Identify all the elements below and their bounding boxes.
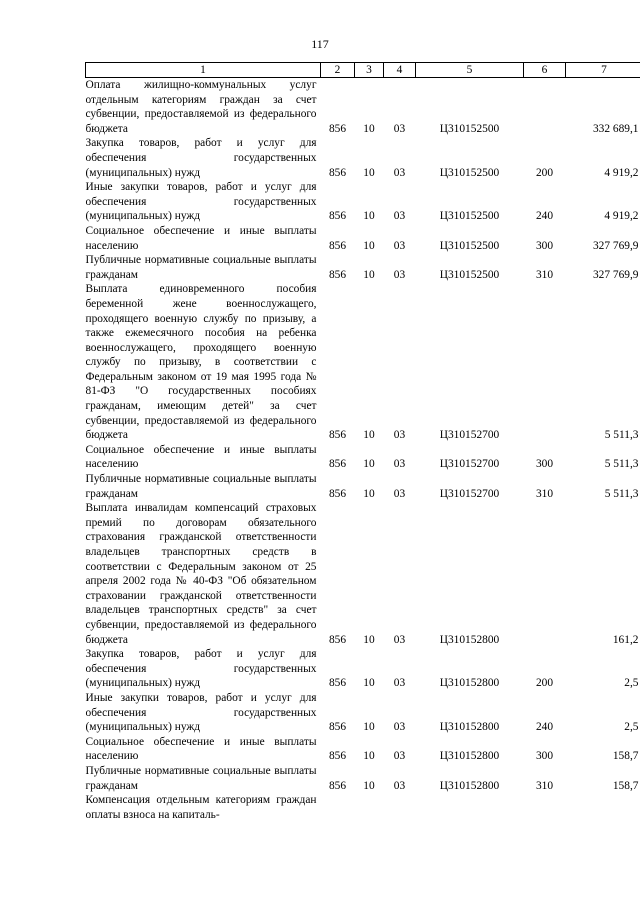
row-cell-c2: 856: [328, 166, 347, 179]
column-header: 7: [566, 63, 640, 78]
row-cell-c5: Ц310152700: [439, 429, 500, 442]
column-header: 4: [384, 63, 416, 78]
row-cell-c6: 200: [535, 677, 554, 690]
table-row: [86, 282, 640, 443]
row-cell-c3: 10: [363, 210, 375, 223]
row-cell-c5: Ц310152500: [439, 268, 500, 281]
row-cell-c6: 200: [535, 166, 554, 179]
row-cell-c2: 856: [328, 210, 347, 223]
row-cell-c4: 03: [393, 750, 406, 763]
row-cell-c6: [524, 501, 566, 647]
table-row: [86, 180, 640, 224]
table-body: [86, 78, 640, 823]
budget-table: [85, 62, 640, 822]
row-cell-c4: 03: [393, 677, 406, 690]
row-cell-c4: 03: [393, 721, 406, 734]
row-cell-c2: 856: [328, 721, 347, 734]
row-description: Компенсация отдельным категориям граждан оплаты взноса на капиталь-: [85, 794, 317, 821]
row-cell-c6: [524, 78, 566, 137]
table-row: [86, 78, 640, 137]
row-cell-c2: 856: [328, 429, 347, 442]
row-cell-c7: 4 919,2: [604, 210, 639, 223]
table-row: [86, 472, 640, 501]
column-header: 5: [416, 63, 524, 78]
row-cell-c5: Ц310152800: [439, 750, 500, 763]
row-cell-c5: Ц310152800: [439, 721, 500, 734]
row-cell-c3: 10: [363, 633, 375, 646]
row-cell-c4: 03: [393, 633, 406, 646]
row-cell-c3: 10: [363, 677, 375, 690]
table-row: [86, 443, 640, 472]
row-cell-c3: 10: [363, 268, 375, 281]
row-cell-c2: 856: [328, 779, 347, 792]
table-row: [86, 691, 640, 735]
row-cell-c3: 10: [363, 122, 375, 135]
row-cell-c2: 856: [328, 458, 347, 471]
row-cell-c2: 856: [328, 750, 347, 763]
row-cell-c4: 03: [393, 429, 406, 442]
row-cell-c3: 10: [363, 239, 375, 252]
row-cell-c6: 240: [535, 721, 554, 734]
row-cell-c5: Ц310152700: [439, 487, 500, 500]
row-description: Иные закупки товаров, работ и услуг для обеспечения государственных (муниципальных) нужд: [85, 181, 317, 223]
row-cell-c2: 856: [328, 487, 347, 500]
row-description: Закупка товаров, работ и услуг для обеспечения государственных (муниципальных) нужд: [85, 648, 317, 690]
row-cell-c5: Ц310152500: [439, 122, 500, 135]
column-header: 6: [524, 63, 566, 78]
row-cell-c4: 03: [393, 268, 406, 281]
row-cell-c4: 03: [393, 239, 406, 252]
row-cell-c2: 856: [328, 677, 347, 690]
row-description: Публичные нормативные социальные выплаты гражданам: [85, 764, 317, 792]
row-cell-c4: 03: [393, 210, 406, 223]
table-row: [86, 136, 640, 180]
row-cell-c6: 300: [535, 750, 554, 763]
row-description: Закупка товаров, работ и услуг для обеспечения государственных (муниципальных) нужд: [85, 137, 317, 179]
page-number: 117: [311, 37, 329, 51]
row-cell-c2: 856: [328, 122, 347, 135]
row-cell-c5: Ц310152500: [439, 210, 500, 223]
row-cell-c7: [566, 793, 640, 822]
row-cell-c3: [355, 793, 384, 822]
row-cell-c5: Ц310152800: [439, 677, 500, 690]
row-cell-c5: Ц310152800: [439, 633, 500, 646]
row-cell-c7: 2,5: [624, 721, 639, 734]
row-cell-c7: 158,7: [612, 779, 639, 792]
row-cell-c3: 10: [363, 429, 375, 442]
row-cell-c3: 10: [363, 779, 375, 792]
row-description: Социальное обеспечение и иные выплаты населению: [85, 443, 317, 471]
row-cell-c7: 5 511,3: [604, 458, 639, 471]
row-cell-c3: 10: [363, 487, 375, 500]
row-cell-c4: 03: [393, 166, 406, 179]
row-cell-c2: 856: [328, 268, 347, 281]
row-cell-c3: 10: [363, 458, 375, 471]
table-row: [86, 501, 640, 647]
row-description: Социальное обеспечение и иные выплаты населению: [85, 735, 317, 763]
row-cell-c5: Ц310152500: [439, 166, 500, 179]
row-cell-c6: [524, 793, 566, 822]
row-cell-c6: 310: [535, 487, 554, 500]
row-description: Оплата жилищно-коммунальных услуг отдельным категориям граждан за счет субвенции, предоставляемой из федерального бюджета: [85, 79, 317, 135]
row-cell-c7: 332 689,1: [592, 122, 639, 135]
column-header: 1: [86, 63, 321, 78]
row-cell-c6: 310: [535, 268, 554, 281]
table-row: [86, 764, 640, 793]
row-cell-c7: 5 511,3: [604, 429, 639, 442]
row-cell-c6: 300: [535, 458, 554, 471]
row-cell-c3: 10: [363, 750, 375, 763]
row-cell-c6: 240: [535, 210, 554, 223]
column-header: 2: [321, 63, 355, 78]
row-cell-c2: [321, 793, 355, 822]
table-row: [86, 224, 640, 253]
row-cell-c3: 10: [363, 721, 375, 734]
column-header: 3: [355, 63, 384, 78]
row-cell-c5: Ц310152700: [439, 458, 500, 471]
row-cell-c4: 03: [393, 458, 406, 471]
row-description: Выплата единовременного пособия беременной жене военнослужащего, проходящего военную службу по призыву, а также ежемесячного пособия на ребенка военнослужащего, проходящего военную службу по призыву, в соответствии с Федеральным законом от 19 мая 1995 года № 81-ФЗ "О государственных пособиях гражданам, имеющим детей" за счет субвенции, предоставляемой из федерального бюджета: [85, 283, 317, 442]
row-cell-c6: 310: [535, 779, 554, 792]
row-description: Социальное обеспечение и иные выплаты населению: [85, 224, 317, 252]
table-row: [86, 253, 640, 282]
row-cell-c2: 856: [328, 633, 347, 646]
row-cell-c7: 161,2: [612, 633, 639, 646]
row-cell-c7: 327 769,9: [592, 239, 639, 252]
row-cell-c3: 10: [363, 166, 375, 179]
row-cell-c6: [524, 282, 566, 443]
row-cell-c7: 327 769,9: [592, 268, 639, 281]
row-cell-c2: 856: [328, 239, 347, 252]
row-cell-c7: 4 919,2: [604, 166, 639, 179]
table-row: [86, 647, 640, 691]
row-cell-c4: 03: [393, 487, 406, 500]
row-cell-c4: 03: [393, 122, 406, 135]
row-cell-c4: [384, 793, 416, 822]
table-row: [86, 735, 640, 764]
row-description: Публичные нормативные социальные выплаты гражданам: [85, 473, 317, 500]
row-cell-c5: Ц310152800: [439, 779, 500, 792]
row-cell-c7: 158,7: [612, 750, 639, 763]
row-description: Выплата инвалидам компенсаций страховых премий по договорам обязательного страхования гражданской ответственности владельцев транспортных средств в соответствии с Федеральным законом от 25 апреля 2002 года № 40-ФЗ "Об обязательном страховании гражданской ответственности владельцев транспортных средств" за счет субвенции, предоставляемой из федерального бюджета: [85, 502, 317, 646]
row-cell-c7: 5 511,3: [604, 487, 639, 500]
row-cell-c4: 03: [393, 779, 406, 792]
table-row: [86, 793, 640, 822]
row-cell-c5: [416, 793, 524, 822]
header-row: [86, 63, 640, 78]
row-description: Публичные нормативные социальные выплаты гражданам: [85, 254, 317, 281]
row-cell-c5: Ц310152500: [439, 239, 500, 252]
row-description: Иные закупки товаров, работ и услуг для обеспечения государственных (муниципальных) нужд: [85, 691, 317, 734]
row-cell-c6: 300: [535, 239, 554, 252]
row-cell-c7: 2,5: [624, 677, 639, 690]
